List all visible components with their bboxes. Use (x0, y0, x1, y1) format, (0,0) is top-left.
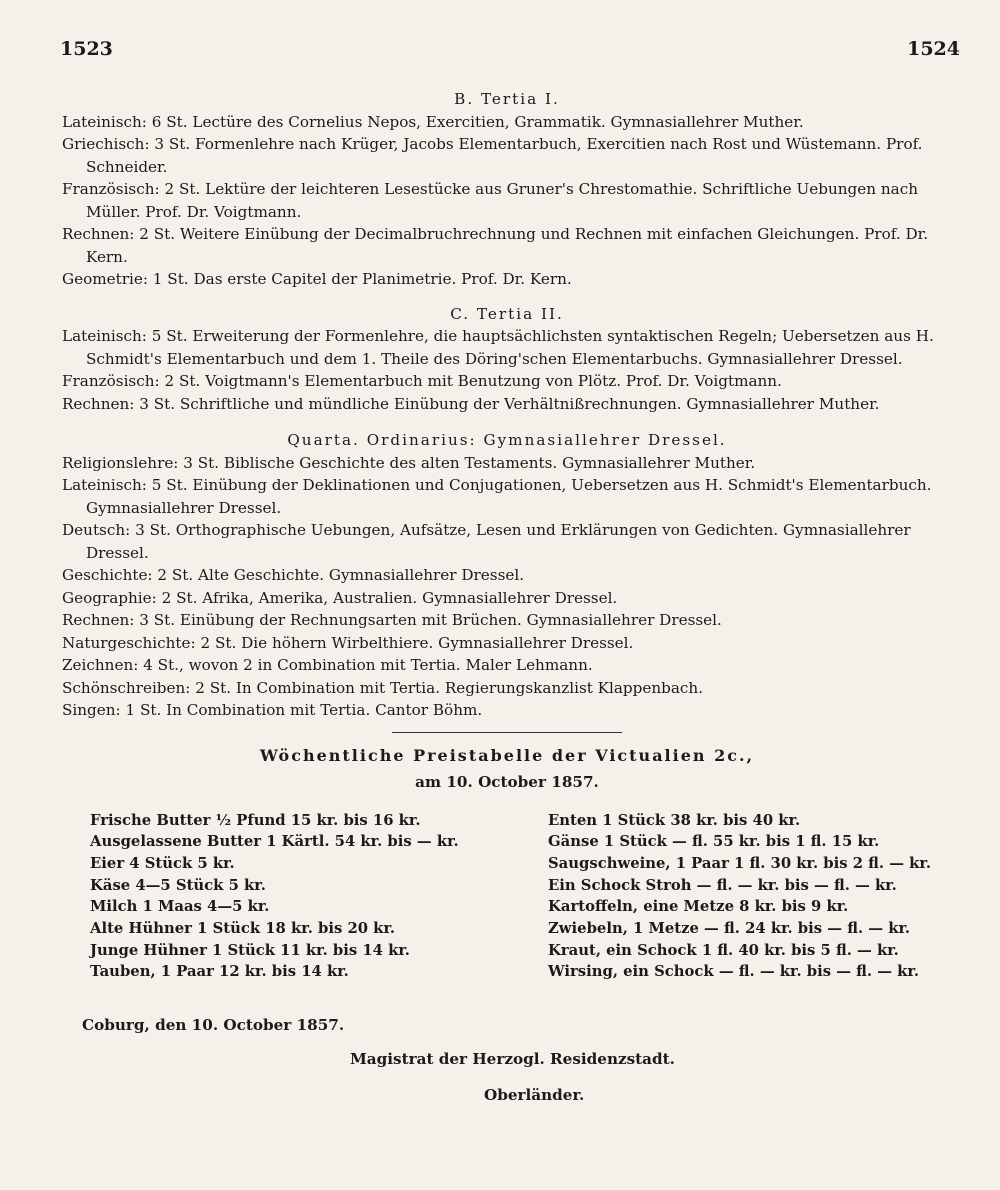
section-quarta-entry: Schönschreiben: 2 St. In Combination mit Tertia. Regierungskanzlist Klappenbach. (62, 678, 704, 697)
price-item: Kartoffeln, eine Metze 8 kr. bis 9 kr. (548, 898, 849, 916)
price-item: Tauben, 1 Paar 12 kr. bis 14 kr. (90, 963, 349, 981)
price-item: Saugschweine, 1 Paar 1 fl. 30 kr. bis 2 fl. — kr. (548, 854, 932, 872)
price-item: Enten 1 Stück 38 kr. bis 40 kr. (548, 811, 801, 829)
section-b-entry: Französisch: 2 St. Lektüre der leichteren Lesestücke aus Gruner's Chrestomathie. Schriftliche Uebungen nach Müller. Prof. Dr. Voigtmann. (62, 180, 918, 221)
footer-place-date: Coburg, den 10. October 1857. (82, 1016, 345, 1034)
section-quarta-entry: Lateinisch: 5 St. Einübung der Deklinationen und Conjugationen, Uebersetzen aus H. Schmidt's Elementarbuch. Gymnasiallehrer Dressel. (62, 476, 932, 517)
section-quarta-entry: Geographie: 2 St. Afrika, Amerika, Australien. Gymnasiallehrer Dressel. (62, 588, 618, 607)
price-item: Kraut, ein Schock 1 fl. 40 kr. bis 5 fl. — kr. (548, 941, 899, 959)
section-b-heading: B. Tertia I. (454, 90, 560, 108)
price-column-left (90, 810, 530, 984)
section-b-entry: Rechnen: 2 St. Weitere Einübung der Decimalbruchrechnung und Rechnen mit einfachen Gleichungen. Prof. Dr. Kern. (62, 225, 929, 266)
section-b-entry: Geometrie: 1 St. Das erste Capitel der Planimetrie. Prof. Dr. Kern. (62, 270, 572, 288)
price-item: Junge Hühner 1 Stück 11 kr. bis 14 kr. (90, 941, 410, 959)
section-quarta-entry: Geschichte: 2 St. Alte Geschichte. Gymnasiallehrer Dressel. (62, 566, 525, 584)
footer-signature: Oberländer. (484, 1086, 585, 1104)
price-item: Eier 4 Stück 5 kr. (90, 854, 235, 872)
section-divider (392, 732, 622, 733)
price-item: Zwiebeln, 1 Metze — fl. 24 kr. bis — fl. — kr. (548, 919, 911, 937)
section-quarta-entry: Religionslehre: 3 St. Biblische Geschichte des alten Testaments. Gymnasiallehrer Muther. (62, 453, 756, 472)
document-body (62, 88, 952, 988)
price-table-date: am 10. October 1857. (415, 773, 599, 791)
price-item: Wirsing, ein Schock — fl. — kr. bis — fl. — kr. (548, 963, 920, 981)
price-item: Ausgelassene Butter 1 Kärtl. 54 kr. bis — kr. (90, 833, 459, 851)
section-b-entry: Lateinisch: 6 St. Lectüre des Cornelius Nepos, Exercitien, Grammatik. Gymnasiallehrer Muther. (62, 112, 804, 131)
section-quarta-entry: Naturgeschichte: 2 St. Die höhern Wirbelthiere. Gymnasiallehrer Dressel. (62, 633, 634, 652)
price-item: Milch 1 Maas 4—5 kr. (90, 898, 270, 916)
price-table-title: Wöchentliche Preistabelle der Victualien 2c., (259, 745, 755, 765)
price-item: Frische Butter ½ Pfund 15 kr. bis 16 kr. (90, 811, 421, 829)
section-c-entry: Rechnen: 3 St. Schriftliche und mündliche Einübung der Verhältnißrechnungen. Gymnasiallehrer Muther. (62, 394, 880, 413)
section-c-entry: Lateinisch: 5 St. Erweiterung der Formenlehre, die hauptsächlichsten syntaktischen Regeln; Uebersetzen aus H. Schmidt's Elementarbuch und dem 1. Theile des Döring'schen Elementarbuchs. Gymnasiallehrer Dressel. (62, 327, 934, 368)
price-item: Ein Schock Stroh — fl. — kr. bis — fl. — kr. (548, 876, 897, 894)
section-quarta-heading: Quarta. Ordinarius: Gymnasiallehrer Dressel. (287, 431, 727, 449)
page-number-left: 1523 (60, 38, 113, 60)
price-column-right (548, 810, 988, 984)
price-item: Käse 4—5 Stück 5 kr. (90, 876, 266, 894)
footer-magistrat: Magistrat der Herzogl. Residenzstadt. (350, 1050, 675, 1068)
section-b-entry: Griechisch: 3 St. Formenlehre nach Krüger, Jacobs Elementarbuch, Exercitien nach Rost und Wüstemann. Prof. Schneider. (62, 135, 923, 176)
price-table (62, 810, 952, 988)
section-quarta-entry: Deutsch: 3 St. Orthographische Uebungen, Aufsätze, Lesen und Erklärungen von Gedichten. Gymnasiallehrer Dressel. (62, 521, 911, 562)
section-quarta-entry: Rechnen: 3 St. Einübung der Rechnungsarten mit Brüchen. Gymnasiallehrer Dressel. (62, 611, 722, 629)
section-quarta-entry: Singen: 1 St. In Combination mit Tertia. Cantor Böhm. (62, 701, 483, 719)
section-c-heading: C. Tertia II. (450, 304, 564, 323)
page-number-right: 1524 (907, 38, 960, 60)
price-item: Gänse 1 Stück — fl. 55 kr. bis 1 fl. 15 kr. (548, 833, 880, 851)
section-c-entry: Französisch: 2 St. Voigtmann's Elementarbuch mit Benutzung von Plötz. Prof. Dr. Voigtmann. (62, 372, 782, 390)
section-quarta-entry: Zeichnen: 4 St., wovon 2 in Combination mit Tertia. Maler Lehmann. (62, 656, 593, 674)
price-item: Alte Hühner 1 Stück 18 kr. bis 20 kr. (90, 919, 396, 937)
